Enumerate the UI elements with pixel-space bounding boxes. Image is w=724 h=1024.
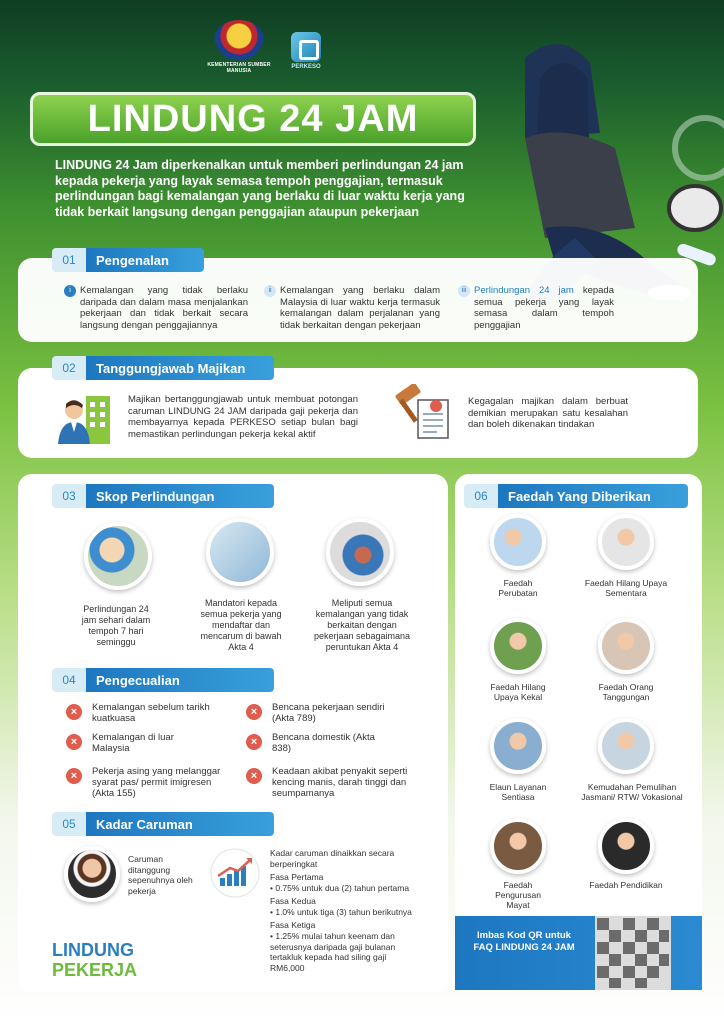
exclusion-x-icon: × bbox=[66, 768, 82, 784]
section-tab-benefits bbox=[464, 484, 688, 508]
exclusion-x-icon: × bbox=[66, 734, 82, 750]
benefit-caption-3: Faedah Hilang Upaya Kekal bbox=[490, 682, 546, 702]
section-tab-intro bbox=[52, 248, 204, 272]
gavel-document-icon bbox=[392, 384, 454, 440]
benefit-caption-8: Faedah Pendidikan bbox=[589, 880, 663, 890]
benefit-caption-1: Faedah Perubatan bbox=[498, 578, 538, 598]
title-banner bbox=[30, 92, 476, 146]
qr-code-icon[interactable] bbox=[595, 916, 671, 990]
section-number: 06 bbox=[464, 484, 498, 508]
section-label: Skop Perlindungan bbox=[86, 484, 274, 508]
qr-instruction: Imbas Kod QR untuk FAQ LINDUNG 24 JAM bbox=[473, 930, 575, 953]
brand-line-2: PEKERJA bbox=[52, 960, 138, 980]
contribution-borne-text: Caruman ditanggung sepenuhnya oleh pekerja bbox=[128, 854, 193, 896]
employer-penalty-text: Kegagalan majikan dalam berbuat demikian merupakan satu kesalahan dan boleh dikenakan tindakan bbox=[468, 396, 628, 430]
roman-marker: iii bbox=[458, 285, 470, 297]
benefit-caption-5: Elaun Layanan Sentiasa bbox=[489, 782, 547, 802]
section-label: Faedah Yang Diberikan bbox=[498, 484, 688, 508]
section-tab-rate bbox=[52, 812, 274, 836]
intro-item-3 bbox=[461, 285, 614, 331]
ministry-logo bbox=[198, 20, 280, 74]
roman-marker: i bbox=[64, 285, 76, 297]
rate-intro: Kadar caruman dinaikkan secara berperingkat bbox=[270, 848, 395, 869]
scope-caption-1: Perlindungan 24 jam sehari dalam tempoh 7 hari seminggu bbox=[81, 604, 151, 647]
scope-caption-3: Meliputi semua kemalangan yang tidak berkaitan dengan pekerjaan sebagaimana peruntukan Akta 4 bbox=[313, 598, 411, 652]
benefit-photo-funeral bbox=[490, 818, 546, 874]
roman-marker: ii bbox=[264, 285, 276, 297]
intro-item-text: kepada semua pekerja yang layak semasa dalam tempoh penggajian bbox=[474, 285, 614, 331]
phase-2-name: Fasa Kedua bbox=[270, 896, 316, 906]
phase-1-name: Fasa Pertama bbox=[270, 872, 324, 882]
benefit-caption-4: Faedah Orang Tanggungan bbox=[598, 682, 654, 702]
benefit-photo-dependants bbox=[598, 618, 654, 674]
benefit-photo-temp-disability bbox=[598, 514, 654, 570]
perkeso-logo bbox=[288, 32, 324, 70]
exclusion-item-1: Kemalangan sebelum tarikh kuatkuasa bbox=[92, 702, 210, 724]
section-number: 03 bbox=[52, 484, 86, 508]
section-label: Kadar Caruman bbox=[86, 812, 274, 836]
lindung-pekerja-logo bbox=[52, 940, 172, 980]
benefit-photo-medical bbox=[490, 514, 546, 570]
section-label: Pengenalan bbox=[86, 248, 204, 272]
page-title: LINDUNG 24 JAM bbox=[87, 97, 419, 140]
intro-item-highlight: Perlindungan 24 jam bbox=[474, 285, 574, 296]
perkeso-icon bbox=[291, 32, 321, 62]
benefit-photo-education bbox=[598, 818, 654, 874]
perkeso-caption: PERKESO bbox=[291, 64, 321, 70]
exclusion-item-5: Pekerja asing yang melanggar syarat pas/ permit imigresen (Akta 155) bbox=[92, 766, 221, 799]
exclusion-x-icon: × bbox=[246, 704, 262, 720]
scope-caption-2: Mandatori kepada semua pekerja yang mendaftar dan mencarum di bawah Akta 4 bbox=[200, 598, 282, 652]
exclusion-x-icon: × bbox=[66, 704, 82, 720]
section-label: Pengecualian bbox=[86, 668, 274, 692]
benefit-caption-6: Kemudahan Pemulihan Jasmani/ RTW/ Vokasional bbox=[581, 782, 683, 802]
benefit-caption-7: Faedah Pengurusan Mayat bbox=[495, 880, 541, 910]
section-number: 02 bbox=[52, 356, 86, 380]
brand-line-1: LINDUNG bbox=[52, 940, 134, 960]
benefit-photo-attendance bbox=[490, 718, 546, 774]
section-number: 04 bbox=[52, 668, 86, 692]
section-tab-scope bbox=[52, 484, 274, 508]
section-tab-employer bbox=[52, 356, 274, 380]
intro-item-2 bbox=[268, 285, 440, 331]
ministry-caption: KEMENTERIAN SUMBER MANUSIA bbox=[207, 62, 271, 74]
phase-3-name: Fasa Ketiga bbox=[270, 920, 316, 930]
exclusion-item-4: Bencana domestik (Akta 838) bbox=[272, 732, 375, 754]
exclusion-item-2: Bencana pekerjaan sendiri (Akta 789) bbox=[272, 702, 385, 724]
section-number: 01 bbox=[52, 248, 86, 272]
phase-1-detail: • 0.75% untuk dua (2) tahun pertama bbox=[270, 883, 410, 893]
intro-item-text: Kemalangan yang tidak berlaku daripada dan dalam masa menjalankan pekerjaan dan tidak berkait secara langsung dengan penggajiannya bbox=[80, 285, 248, 331]
intro-paragraph: LINDUNG 24 Jam diperkenalkan untuk memberi perlindungan 24 jam kepada pekerja yang layak semasa tempoh penggajian, termasuk perlindungan bagi kemalangan yang berlaku di luar waktu kerja yang tidak berkait langsung dengan penggajian ataupun pekerjaan bbox=[55, 158, 465, 219]
benefit-photo-rehab bbox=[598, 718, 654, 774]
phase-3-detail: • 1.25% mulai tahun keenam dan seterusnya daripada gaji bulanan tertakluk kepada had siling gaji RM6,000 bbox=[270, 931, 396, 973]
benefit-caption-2: Faedah Hilang Upaya Sementara bbox=[584, 578, 668, 598]
scope-photo-injury bbox=[326, 518, 394, 586]
section-tab-exclusions bbox=[52, 668, 274, 692]
exclusion-item-3: Kemalangan di luar Malaysia bbox=[92, 732, 174, 754]
growth-chart-icon bbox=[206, 848, 264, 898]
exclusion-x-icon: × bbox=[246, 734, 262, 750]
worker-portrait bbox=[64, 846, 120, 902]
qr-section bbox=[455, 916, 702, 990]
scope-photo-accident bbox=[84, 522, 152, 590]
exclusion-item-6: Keadaan akibat penyakit seperti kencing manis, darah tinggi dan seumpamanya bbox=[272, 766, 408, 799]
employer-building-icon bbox=[56, 392, 114, 446]
exclusion-x-icon: × bbox=[246, 768, 262, 784]
phase-2-detail: • 1.0% untuk tiga (3) tahun berikutnya bbox=[270, 907, 412, 917]
section-label: Tanggungjawab Majikan bbox=[86, 356, 274, 380]
intro-item-1 bbox=[69, 285, 248, 331]
crest-icon bbox=[214, 20, 264, 60]
scope-photo-workers bbox=[206, 518, 274, 586]
benefit-photo-perm-disability bbox=[490, 618, 546, 674]
section-number: 05 bbox=[52, 812, 86, 836]
intro-item-text: Kemalangan yang berlaku dalam Malaysia di luar waktu kerja termasuk kemalangan dalam perjalanan yang tidak berkaitan dengan pekerjaan bbox=[280, 285, 440, 331]
employer-responsibility-text: Majikan bertanggungjawab untuk membuat potongan caruman LINDUNG 24 JAM daripada gaji pekerja dan membayarnya kepada PERKESO setiap bulan bagi memastikan perlindungan pekerja kekal aktif bbox=[128, 394, 358, 440]
